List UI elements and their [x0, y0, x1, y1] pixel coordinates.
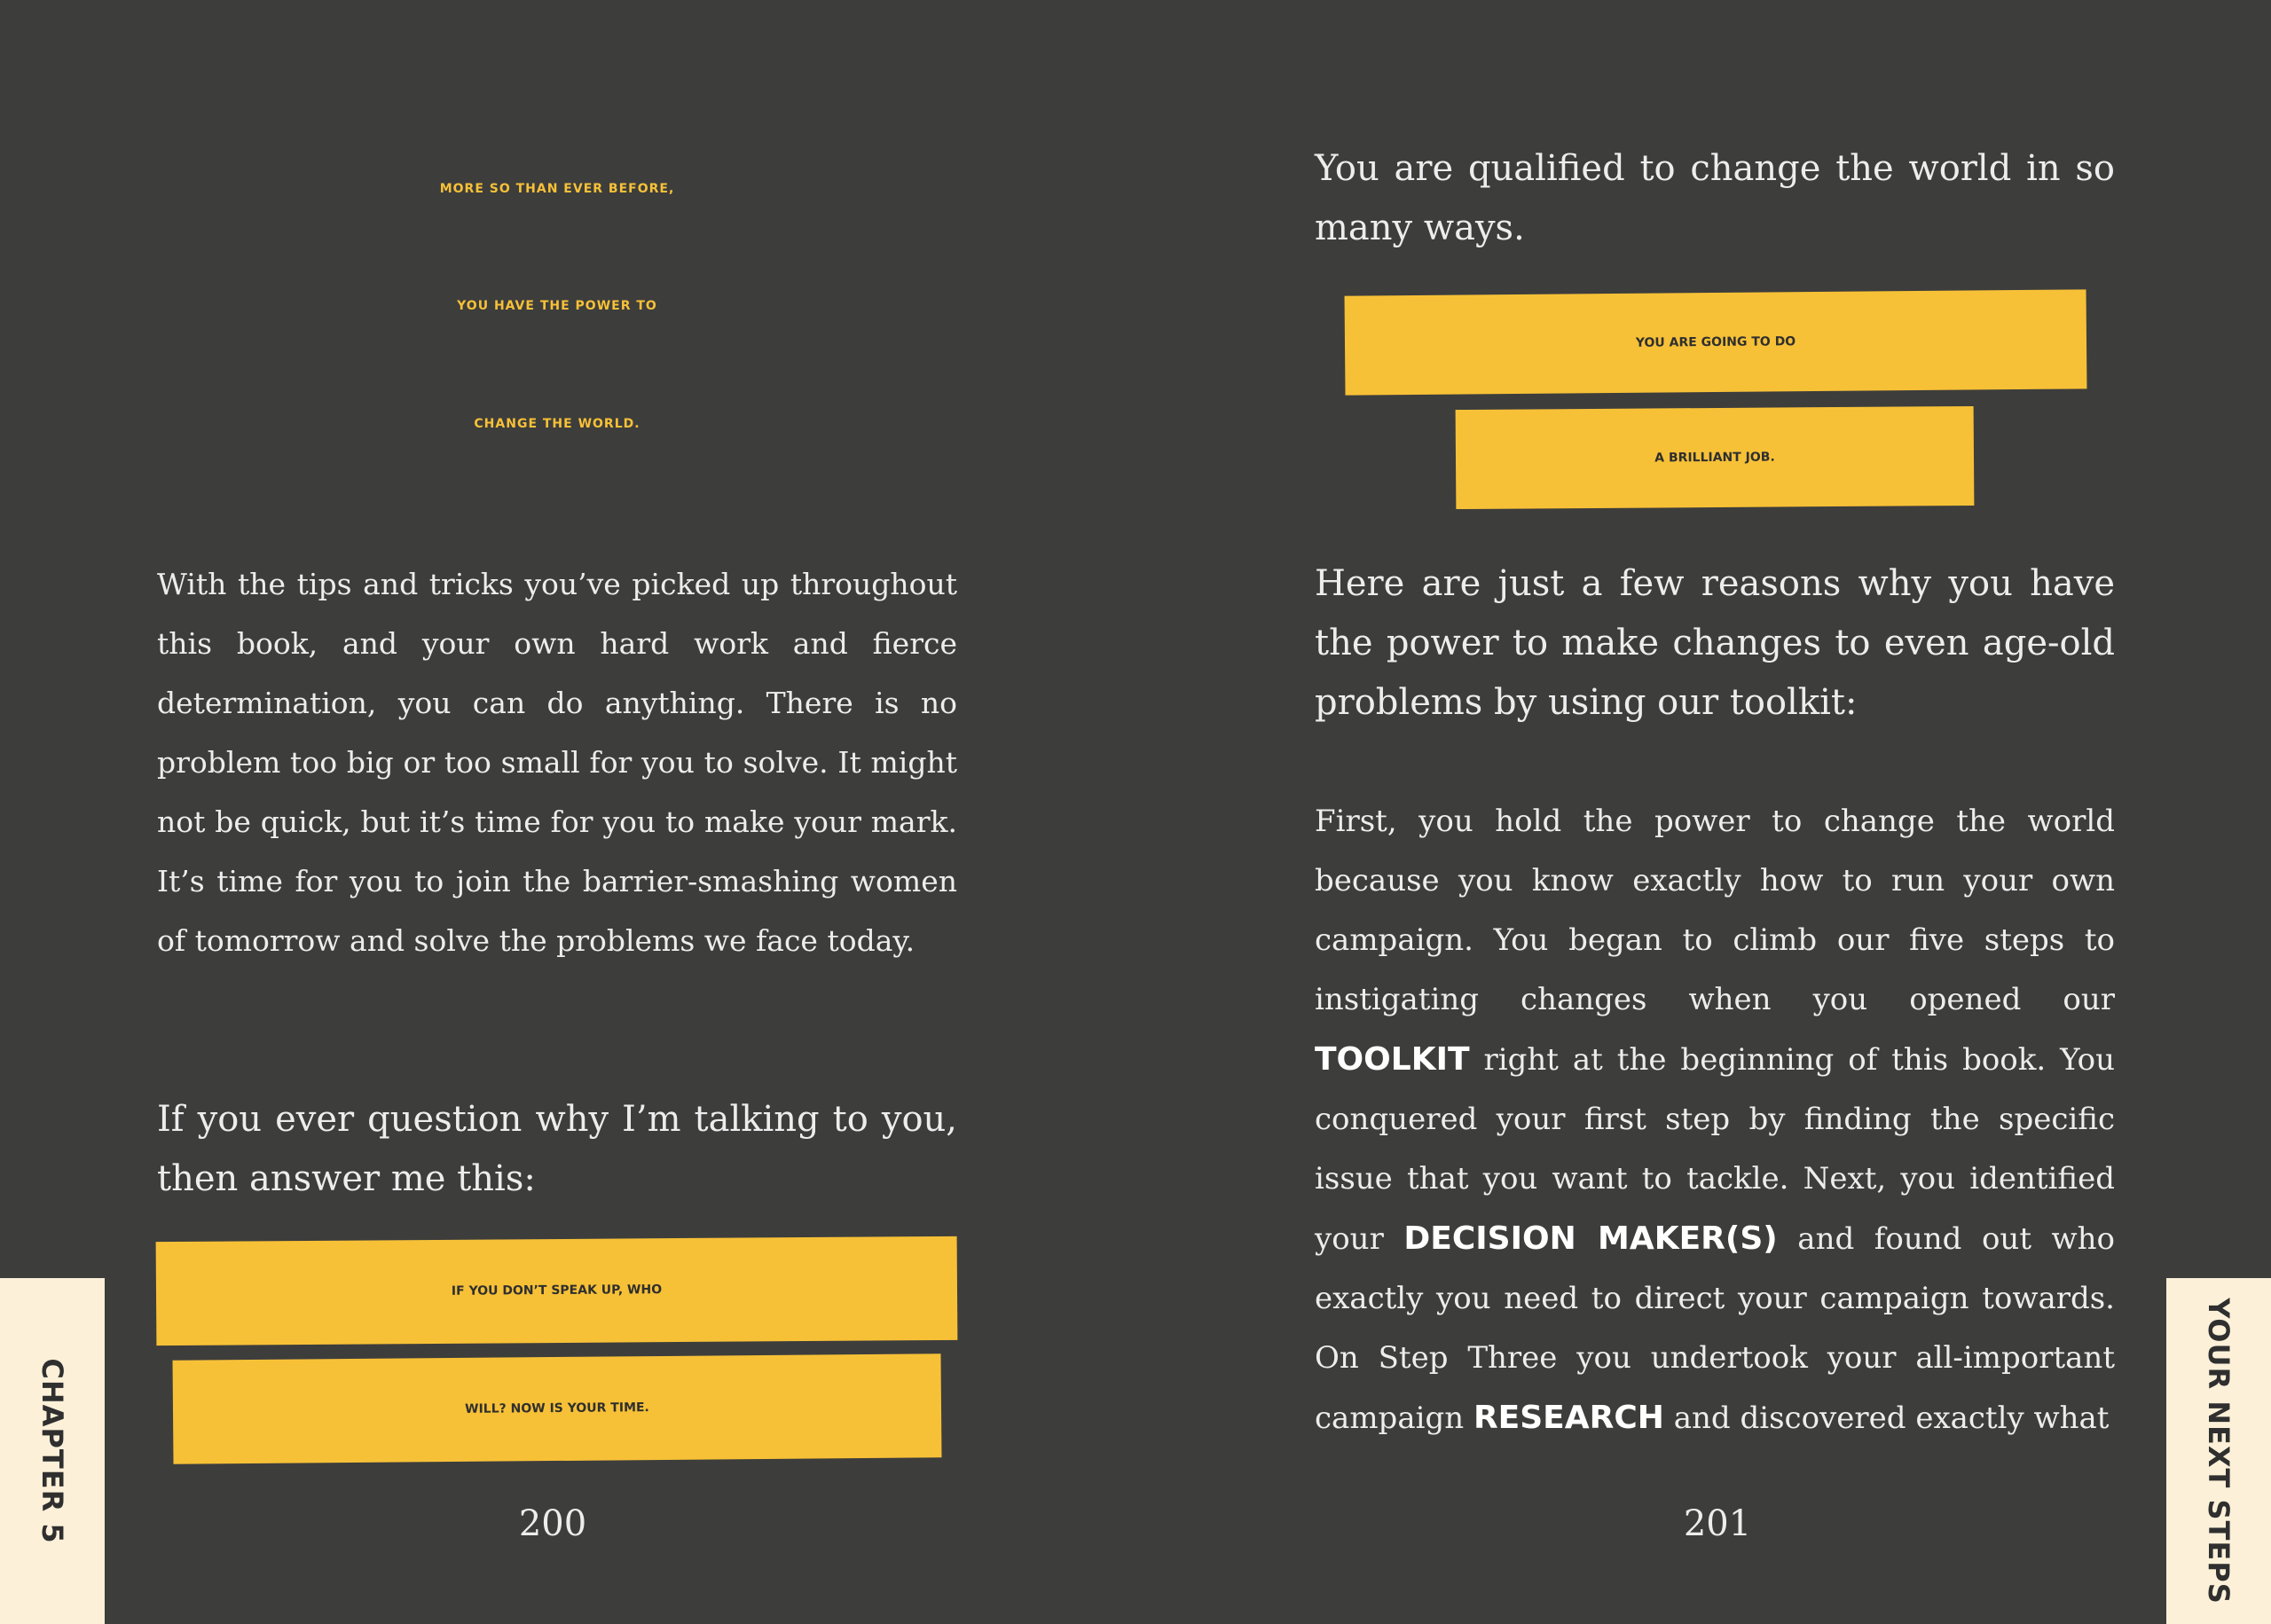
banner-line-2: WILL? NOW IS YOUR TIME. — [173, 1353, 942, 1464]
section-side-tab-label: YOUR NEXT STEPS — [2202, 1298, 2236, 1604]
page-number: 200 — [518, 1503, 587, 1544]
right-paragraph-2-part-1: First, you hold the power to change the world because you know exactly how to run your own campaign. You began to climb our five steps to instigating changes when you opened our — [1315, 804, 2115, 1017]
right-banner-line-2: A BRILLIANT JOB. — [1456, 406, 1975, 509]
right-paragraph-1: Here are just a few reasons why you have the power to make changes to even age-old problems by using our toolkit: — [1315, 563, 2115, 723]
left-paragraph-1: With the tips and tricks you’ve picked up throughout this book, and your own hard work and fierce determination, you can do anything. There is no problem too big or too small for you to solve. It might not be quick, but it’s time for you to make your mark. It’s time for you to join the barrier-smashing women of tomorrow and solve the problems we face today. — [157, 567, 957, 958]
heading-line-1: MORE SO THAN EVER BEFORE, — [439, 182, 675, 196]
right-paragraph-2 — [1315, 792, 2115, 1448]
right-paragraph-2-part-2: right at the beginning of this book. You conquered your first step by finding the specific issue that you want to tackle. Next, you identified your — [1315, 1042, 2115, 1257]
keyword-toolkit: TOOLKIT — [1315, 1041, 1470, 1078]
heading-line-3: CHANGE THE WORLD. — [474, 417, 640, 431]
chapter-side-tab-label: CHAPTER 5 — [35, 1358, 69, 1544]
right-banner-line-1: YOU ARE GOING TO DO — [1345, 289, 2087, 395]
left-paragraph-2: If you ever question why I’m talking to you, then answer me this: — [157, 1099, 957, 1199]
right-intro: You are qualified to change the world in so many ways. — [1315, 148, 2115, 248]
right-paragraph-2-part-4: and discovered exactly what — [1663, 1400, 2110, 1436]
right-paragraph-2-part-3: and found out who exactly you need to direct your campaign towards. On Step Three you undertook your all-important campaign — [1315, 1221, 2116, 1436]
banner-line-1: IF YOU DON’T SPEAK UP, WHO — [156, 1236, 958, 1345]
right-page — [1136, 0, 2271, 1624]
keyword-research: RESEARCH — [1473, 1400, 1664, 1436]
keyword-decision-makers: DECISION MAKER(S) — [1403, 1220, 1778, 1257]
page-number: 201 — [1683, 1503, 1752, 1544]
heading-line-2: YOU HAVE THE POWER TO — [457, 299, 657, 313]
chapter-side-tab — [0, 1278, 105, 1624]
section-side-tab — [2166, 1278, 2271, 1624]
